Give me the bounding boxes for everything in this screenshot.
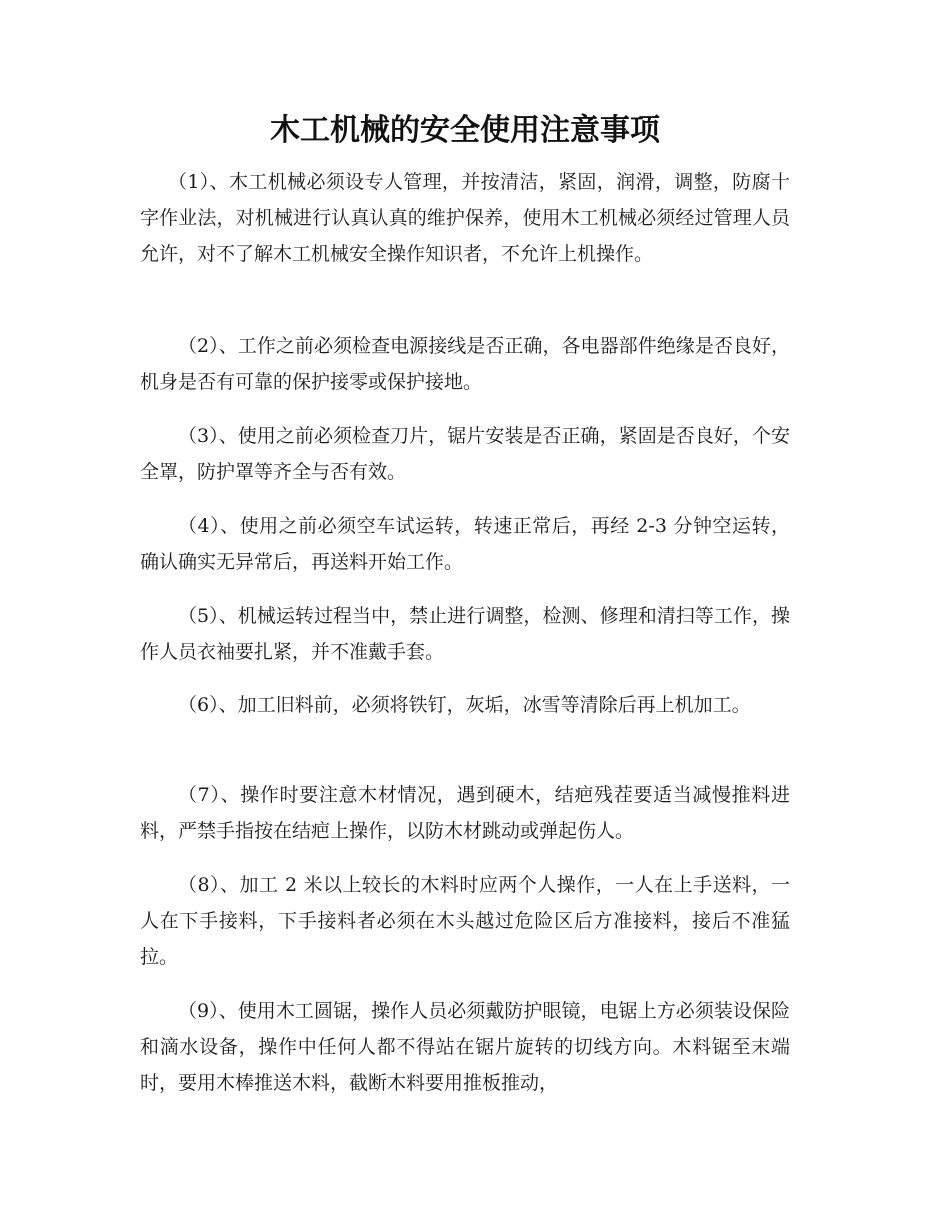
paragraph-item-5: （5）、机械运转过程当中，禁止进行调整，检测、修理和清扫等工作，操作人员衣袖要扎紧，并不准戴手套。 [140, 605, 790, 663]
paragraph-item-3: （3）、使用之前必须检查刀片，锯片安装是否正确，紧固是否良好，个安全罩，防护罩等齐全与否有效。 [140, 425, 790, 483]
paragraph-item-6: （6）、加工旧料前，必须将铁钉，灰垢，冰雪等清除后再上机加工。 [178, 694, 751, 716]
paragraph-item-2: （2）、工作之前必须检查电源接线是否正确，各电器部件绝缘是否良好，机身是否有可靠的保护接零或保护接地。 [140, 335, 790, 393]
paragraph-item-1: （1）、木工机械必须设专人管理，并按清洁，紧固，润滑，调整，防腐十字作业法，对机械进行认真认真的维护保养，使用木工机械必须经过管理人员允许，对不了解木工机械安全操作知识者，不允许上机操作。 [140, 171, 790, 265]
paragraph-item-8: （8）、加工 2 米以上较长的木料时应两个人操作，一人在上手送料，一人在下手接料，下手接料者必须在木头越过危险区后方准接料，接后不准猛拉。 [140, 874, 790, 968]
paragraph-item-9: （9）、使用木工圆锯，操作人员必须戴防护眼镜，电锯上方必须装设保险和滴水设备，操作中任何人都不得站在锯片旋转的切线方向。木料锯至末端时，要用木棒推送木料，截断木料要用推板推动， [140, 1000, 790, 1094]
paragraph-item-7: （7）、操作时要注意木材情况，遇到硬木，结疤残茬要适当减慢推料进料，严禁手指按在结疤上操作，以防木材跳动或弹起伤人。 [140, 784, 790, 842]
document-title: 木工机械的安全使用注意事项 [270, 113, 660, 148]
paragraph-item-4: （4）、使用之前必须空车试运转，转速正常后，再经 2-3 分钟空运转，确认确实无异常后，再送料开始工作。 [140, 515, 790, 573]
